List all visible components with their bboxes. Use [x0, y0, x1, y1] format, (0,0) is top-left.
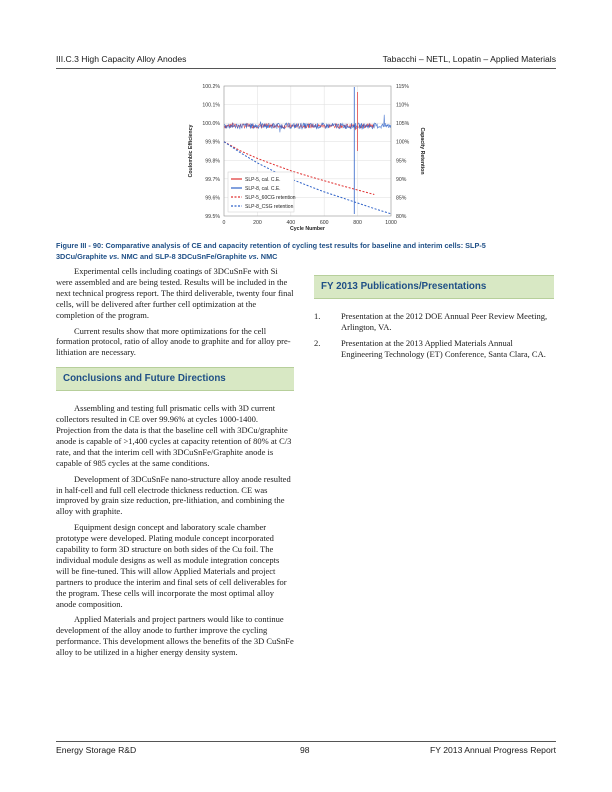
footer-rule — [56, 741, 556, 742]
header-rule — [56, 68, 556, 69]
x-tick-label: 400 — [286, 220, 296, 226]
y-right-tick-label: 110% — [396, 102, 409, 109]
running-footer-left: Energy Storage R&D — [56, 745, 137, 755]
x-tick-label: 200 — [253, 220, 262, 226]
publication-item — [314, 311, 554, 333]
legend-label: SLP-5_60CG retention — [245, 195, 296, 201]
paragraph-development: Development of 3DCuSnFe nano-structure alloy anode resulted in half-cell and full cell electrode thickness reduction. CE was improved by grain size reduction, pre-lithiation, and combining the alloy with graphite. — [56, 473, 291, 517]
publication-number: 1. — [314, 310, 321, 321]
paragraph-assembling: Assembling and testing full prismatic cells with 3D current collectors resulted in CE over 99.96% at cycles 1000-1400. Projection from the data is that the baseline cell with 3DCu/graphite anode is capable of >1,400 cycles at capacity retention of 80% at C/3 rate, and that the interim cell with 3DCuSnFe/Graphite anode is capable of 985 cycles at the same conditions. — [56, 403, 292, 468]
section-heading-conclusions: Conclusions and Future Directions — [56, 367, 294, 391]
y-tick-label: 99.8% — [205, 158, 220, 165]
y-right-tick-label: 100% — [396, 139, 410, 146]
paragraph-experimental-cells: Experimental cells including coatings of 3DCuSnFe with Si were assembled and are being tested. Results will be included in the next technical progress report. The third deliverable, twenty four final cells, will be delivered after further cell optimization at the completion of the program. — [56, 266, 294, 320]
section-heading-publications: FY 2013 Publications/Presentations — [314, 275, 554, 299]
publication-text: Presentation at the 2012 DOE Annual Peer Review Meeting, Arlington, VA. — [341, 310, 548, 332]
running-footer-right: FY 2013 Annual Progress Report — [430, 745, 556, 755]
y-right-tick-label: 105% — [396, 121, 410, 128]
x-tick-label: 0 — [222, 220, 226, 226]
y-tick-label: 99.7% — [205, 176, 220, 183]
y-right-axis-title: Capacity Retention — [419, 127, 425, 175]
page-number: 98 — [300, 745, 310, 755]
caption-line-2c: NMC — [258, 251, 278, 261]
x-axis-title: Cycle Number — [290, 226, 325, 232]
publication-text: Presentation at the 2013 Applied Materials Annual Engineering Technology (ET) Conference, Santa Clara, CA. — [341, 337, 546, 359]
running-header-left: III.C.3 High Capacity Alloy Anodes — [56, 54, 187, 64]
y-right-tick-label: 90% — [396, 176, 407, 183]
running-header-right: Tabacchi – NETL, Lopatin – Applied Materials — [382, 54, 556, 64]
y-axis-title: Coulombic Efficiency — [188, 124, 194, 178]
y-tick-label: 100.2% — [202, 84, 220, 90]
publication-item — [314, 338, 554, 360]
legend-label: SLP-8_CSG retention — [245, 204, 294, 210]
y-tick-label: 99.5% — [205, 214, 220, 220]
y-right-tick-label: 85% — [396, 195, 407, 202]
caption-line-2a: 3DCu/Graphite — [56, 251, 110, 261]
y-tick-label: 99.6% — [205, 195, 220, 202]
figure-caption — [56, 241, 556, 262]
legend-label: SLP-8, cal. C.E. — [245, 186, 281, 192]
x-tick-label: 1000 — [385, 220, 397, 226]
y-tick-label: 99.9% — [205, 139, 220, 146]
y-tick-label: 100.0% — [202, 121, 220, 128]
paragraph-future: Applied Materials and project partners would like to continue development of the alloy anode to further improve the cycling performance. This development allows the benefits of the 3D CuSnFe alloy to be utilized in a higher energy density system. — [56, 614, 294, 658]
y-right-tick-label: 115% — [396, 84, 409, 90]
legend-label: SLP-5, cal. C.E. — [245, 177, 281, 183]
y-right-tick-label: 95% — [396, 158, 407, 165]
caption-vs-2: vs. — [248, 251, 259, 261]
x-tick-label: 800 — [353, 220, 362, 226]
x-tick-label: 600 — [319, 220, 329, 226]
y-tick-label: 100.1% — [202, 102, 220, 109]
series-line-slp8-ce — [224, 115, 390, 133]
right-column — [314, 275, 554, 365]
caption-vs-1: vs. — [109, 251, 120, 261]
figure-chart — [180, 76, 430, 238]
caption-line-1: Figure III - 90: Comparative analysis of CE and capacity retention of cycling test results for baseline and interim cells: SLP-5 — [56, 241, 486, 250]
publication-number: 2. — [314, 337, 321, 348]
publications-list — [314, 311, 554, 360]
caption-line-2b: NMC and SLP-8 3DCuSnFe/Graphite — [119, 251, 249, 261]
y-right-tick-label: 80% — [396, 214, 407, 220]
paragraph-current-results: Current results show that more optimizations for the cell formation protocol, ratio of alloy anode to graphite and for alloy pre-lithiation are necessary. — [56, 325, 291, 358]
paragraph-equipment: Equipment design concept and laboratory scale chamber prototype were developed. Plating module concept incorporated capability to form 3D structure on both sides of the Cu foil. The individual module designs as well as module integration concepts will be fine-tuned. This will allow Applied Materials and project partners to produce the interim and final sets of cell deliverables for the program. These cells will incorporate the most optimal alloy anode composition. — [56, 522, 287, 609]
left-column — [56, 266, 294, 663]
